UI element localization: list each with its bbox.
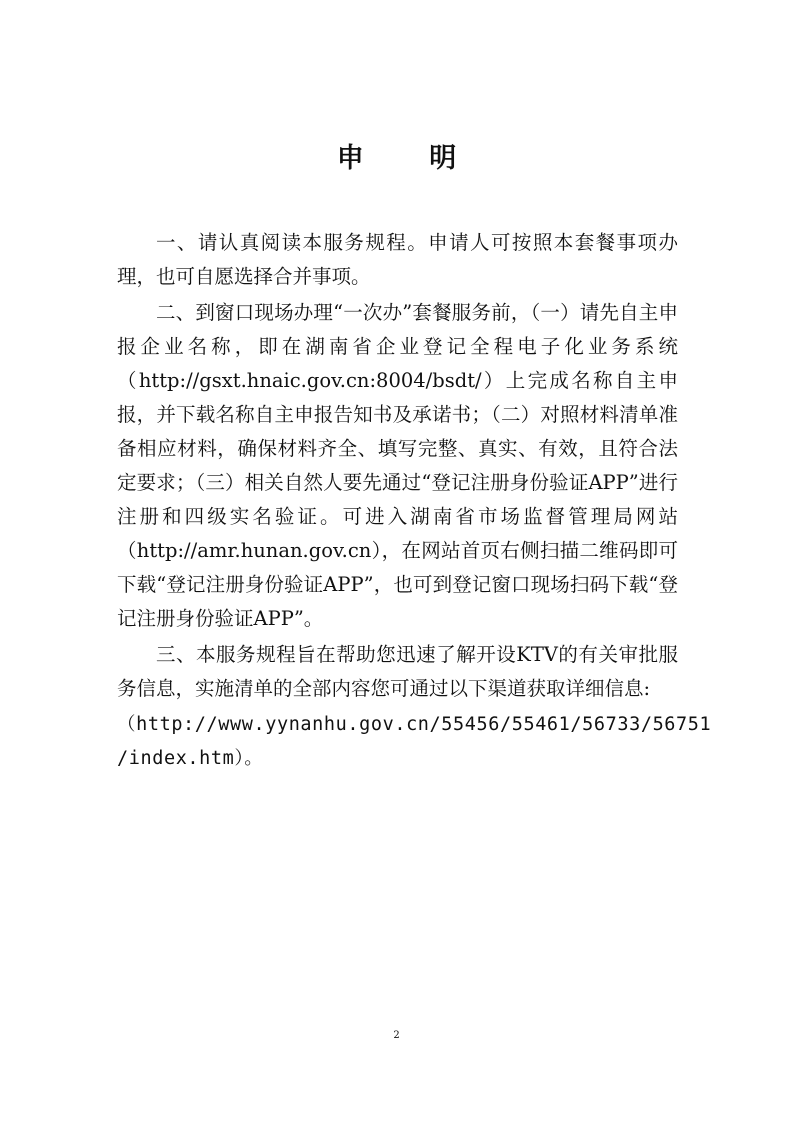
document-body [117,226,712,776]
paragraph-3: 三、本服务规程旨在帮助您迅速了解开设KTV的有关审批服务信息，实施清单的全部内容您可通过以下渠道获取详细信息: [117,643,678,700]
url-line-2: /index.htm）。 [117,748,264,769]
url-line-1: （http://www.yynanhu.gov.cn/55456/55461/56733/56751 [117,714,712,735]
paragraph-1: 一、请认真阅读本服务规程。申请人可按照本套餐事项办理，也可自愿选择合并事项。 [117,231,678,288]
paragraph-2: 二、到窗口现场办理“一次办”套餐服务前，（一）请先自主申报企业名称，即在湖南省企业登记全程电子化业务系统（http://gsxt.hnaic.gov.cn:8004/bsdt/）上完成名称自主申报，并下载名称自主申报告知书及承诺书；（二）对照材料清单准备相应材料，确保材料齐全、填写完整、真实、有效，且符合法定要求；（三）相关自然人要先通过“登记注册身份验证APP”进行注册和四级实名验证。可进入湖南省市场监督管理局网站（http://amr.hunan.gov.cn），在网站首页右侧扫描二维码即可下载“登记注册身份验证APP”，也可到登记窗口现场扫码下载“登记注册身份验证APP”。 [117,301,678,630]
page-number: 2 [393,1030,400,1041]
page-title: 申 明 [336,143,485,174]
